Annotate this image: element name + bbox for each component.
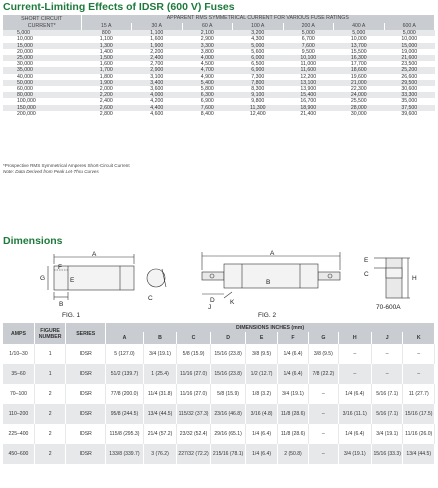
short-circuit-cell: 40,000 bbox=[3, 74, 81, 80]
fig1-letter-e: E bbox=[70, 277, 75, 284]
current-cell: 8,300 bbox=[233, 86, 284, 92]
dimension-cell: 5/16 (7.1) bbox=[372, 404, 403, 424]
current-cell: 1,400 bbox=[81, 49, 132, 55]
dimension-cell: – bbox=[403, 344, 435, 364]
current-cell: 6,300 bbox=[182, 92, 233, 98]
series-header: SERIES bbox=[66, 323, 106, 344]
dimension-cell: 2 (50.8) bbox=[277, 444, 308, 464]
dimension-cell: 1/8 (3.2) bbox=[246, 384, 277, 404]
current-cell: 16,300 bbox=[334, 55, 385, 61]
dimension-cell: – bbox=[309, 424, 338, 444]
current-cell: 1,600 bbox=[132, 36, 183, 42]
fig3-letter-e: E bbox=[364, 257, 369, 264]
current-cell: 3,300 bbox=[182, 43, 233, 49]
current-cell: 37,500 bbox=[384, 105, 435, 111]
series-cell: IDSR bbox=[66, 344, 106, 364]
current-cell: 5,000 bbox=[334, 30, 385, 36]
dimension-cell: 11/16 (26.0) bbox=[403, 424, 435, 444]
footnote-prospective: *Prospective RMS Symmetrical Amperes Short-Circuit Current bbox=[3, 163, 130, 168]
table-row bbox=[3, 384, 435, 404]
short-circuit-cell: 10,000 bbox=[3, 36, 81, 42]
dimension-cell: 1 (25.4) bbox=[143, 364, 177, 384]
dimension-cell: 5/8 (15.9) bbox=[210, 384, 246, 404]
short-circuit-header-line2: CURRENT* bbox=[27, 22, 56, 29]
figure-header-line2: NUMBER bbox=[38, 333, 62, 340]
fig3-letter-h: H bbox=[412, 275, 417, 282]
current-cell: 33,300 bbox=[384, 92, 435, 98]
dimensions-table-body bbox=[3, 344, 435, 464]
current-cell: 2,000 bbox=[81, 86, 132, 92]
short-circuit-cell: 30,000 bbox=[3, 61, 81, 67]
current-cell: 28,000 bbox=[334, 105, 385, 111]
current-cell: 12,200 bbox=[283, 74, 334, 80]
current-cell: 21,000 bbox=[334, 80, 385, 86]
current-cell: 13,900 bbox=[283, 86, 334, 92]
dimension-cell: 1/4 (6.4) bbox=[338, 424, 372, 444]
dimension-cell: 1/2 (12.7) bbox=[246, 364, 277, 384]
section-title-current-limiting: Current-Limiting Effects of IDSR (600 V) Fuses bbox=[3, 1, 235, 13]
current-cell: 30,000 bbox=[334, 111, 385, 117]
current-cell: 800 bbox=[81, 30, 132, 36]
current-cell: 6,000 bbox=[233, 55, 284, 61]
current-cell: 5,000 bbox=[384, 30, 435, 36]
fig1-letter-c: C bbox=[148, 295, 153, 302]
current-cell: 2,700 bbox=[132, 61, 183, 67]
dimension-cell: 21/4 (57.2) bbox=[143, 424, 177, 444]
current-cell: 11,000 bbox=[283, 61, 334, 67]
fig2-letter-k: K bbox=[230, 299, 235, 306]
current-cell: 1,300 bbox=[81, 43, 132, 49]
current-cell: 26,600 bbox=[384, 74, 435, 80]
short-circuit-cell: 60,000 bbox=[3, 86, 81, 92]
short-circuit-header bbox=[3, 15, 81, 30]
fig2-letter-j: J bbox=[208, 304, 212, 310]
apparent-current-header: APPARENT RMS SYMMETRICAL CURRENT FOR VARIOUS FUSE RATINGS bbox=[81, 15, 435, 23]
current-cell: 7,600 bbox=[182, 105, 233, 111]
dimensions-inches-header: DIMENSIONS INCHES (mm) bbox=[106, 323, 435, 332]
short-circuit-cell: 35,000 bbox=[3, 67, 81, 73]
current-cell: 3,400 bbox=[132, 80, 183, 86]
current-cell: 2,100 bbox=[182, 30, 233, 36]
current-cell: 8,400 bbox=[182, 111, 233, 117]
dimension-letter-header: E bbox=[246, 332, 277, 344]
dimension-cell: 11/8 (28.6) bbox=[277, 404, 308, 424]
dimension-cell: 11/16 (27.0) bbox=[177, 384, 211, 404]
current-cell: 35,000 bbox=[384, 98, 435, 104]
dimension-cell: 133/8 (339.7) bbox=[106, 444, 144, 464]
dimension-cell: 29/16 (65.1) bbox=[210, 424, 246, 444]
dimension-letter-header: G bbox=[309, 332, 338, 344]
current-cell: 2,800 bbox=[81, 111, 132, 117]
current-cell: 15,000 bbox=[384, 43, 435, 49]
amps-cell: 450–600 bbox=[3, 444, 34, 464]
dimension-cell: 15/16 (33.3) bbox=[372, 444, 403, 464]
current-cell: 13,700 bbox=[334, 43, 385, 49]
current-limiting-table-body bbox=[3, 30, 435, 117]
current-cell: 30,600 bbox=[384, 86, 435, 92]
dimension-cell: 3/16 (11.1) bbox=[338, 404, 372, 424]
short-circuit-cell: 20,000 bbox=[3, 49, 81, 55]
current-cell: 25,500 bbox=[334, 98, 385, 104]
dimension-cell: 15/16 (23.8) bbox=[210, 344, 246, 364]
dimension-cell: 3 (76.2) bbox=[143, 444, 177, 464]
dimension-cell: 115/32 (37.3) bbox=[177, 404, 211, 424]
rating-header: 60 A bbox=[182, 23, 233, 31]
current-cell: 7,300 bbox=[233, 74, 284, 80]
amps-cell: 1/10–30 bbox=[3, 344, 34, 364]
dimension-cell: 215/16 (78.1) bbox=[210, 444, 246, 464]
rating-header: 400 A bbox=[334, 23, 385, 31]
current-cell: 4,500 bbox=[182, 61, 233, 67]
current-cell: 3,100 bbox=[132, 74, 183, 80]
short-circuit-cell: 5,000 bbox=[3, 30, 81, 36]
dimension-cell: 3/4 (19.1) bbox=[277, 384, 308, 404]
dimension-cell: 77/8 (200.0) bbox=[106, 384, 144, 404]
footnote-data-note: Note: Data Derived from Peak Let-Thru Curves bbox=[3, 169, 99, 174]
current-cell: 4,900 bbox=[182, 74, 233, 80]
current-cell: 15,500 bbox=[334, 49, 385, 55]
current-cell: 2,200 bbox=[132, 49, 183, 55]
section-title-dimensions: Dimensions bbox=[3, 235, 63, 247]
dimension-cell: 7/8 (22.2) bbox=[309, 364, 338, 384]
current-cell: 4,600 bbox=[132, 111, 183, 117]
current-cell: 4,200 bbox=[132, 98, 183, 104]
rating-header: 15 A bbox=[81, 23, 132, 31]
current-cell: 4,400 bbox=[132, 105, 183, 111]
current-cell: 2,600 bbox=[81, 105, 132, 111]
dimension-cell: 1/4 (6.4) bbox=[246, 424, 277, 444]
fig3-letter-c: C bbox=[364, 271, 369, 278]
current-cell: 7,600 bbox=[283, 43, 334, 49]
current-cell: 5,400 bbox=[182, 80, 233, 86]
dimension-cell: – bbox=[309, 404, 338, 424]
dimension-letter-header: B bbox=[143, 332, 177, 344]
current-cell: 4,300 bbox=[233, 36, 284, 42]
current-cell: 1,800 bbox=[81, 74, 132, 80]
current-cell: 1,100 bbox=[81, 36, 132, 42]
rating-header: 100 A bbox=[233, 23, 284, 31]
table-row bbox=[3, 111, 435, 117]
current-cell: 10,000 bbox=[334, 36, 385, 42]
short-circuit-header-line1: SHORT CIRCUIT bbox=[21, 16, 63, 22]
dimension-letter-header: F bbox=[277, 332, 308, 344]
current-cell: 2,200 bbox=[81, 92, 132, 98]
table-row bbox=[3, 424, 435, 444]
current-cell: 24,000 bbox=[334, 92, 385, 98]
current-cell: 1,600 bbox=[81, 61, 132, 67]
current-cell: 19,000 bbox=[384, 49, 435, 55]
dimension-cell: – bbox=[338, 344, 372, 364]
current-cell: 1,900 bbox=[81, 80, 132, 86]
current-cell: 4,000 bbox=[182, 55, 233, 61]
current-cell: 5,000 bbox=[283, 30, 334, 36]
series-cell: IDSR bbox=[66, 384, 106, 404]
dimension-cell: 95/8 (244.5) bbox=[106, 404, 144, 424]
dimension-cell: 1/4 (6.4) bbox=[277, 344, 308, 364]
current-cell: 3,600 bbox=[132, 86, 183, 92]
dimension-cell: – bbox=[309, 444, 338, 464]
series-cell: IDSR bbox=[66, 404, 106, 424]
current-cell: 17,700 bbox=[334, 61, 385, 67]
dimension-cell: 115/8 (295.3) bbox=[106, 424, 144, 444]
current-cell: 22,300 bbox=[334, 86, 385, 92]
dimension-letter-header: K bbox=[403, 332, 435, 344]
current-cell: 9,800 bbox=[233, 98, 284, 104]
current-cell: 15,400 bbox=[283, 92, 334, 98]
current-cell: 11,600 bbox=[283, 67, 334, 73]
figure-cell: 2 bbox=[34, 444, 65, 464]
dimension-cell: 23/32 (52.4) bbox=[177, 424, 211, 444]
amps-cell: 110–200 bbox=[3, 404, 34, 424]
short-circuit-cell: 80,000 bbox=[3, 92, 81, 98]
current-cell: 6,500 bbox=[233, 61, 284, 67]
current-cell: 1,500 bbox=[81, 55, 132, 61]
current-cell: 4,700 bbox=[182, 67, 233, 73]
figure-header-line1: FIGURE bbox=[40, 327, 60, 334]
table-row bbox=[3, 404, 435, 424]
amps-cell: 225–400 bbox=[3, 424, 34, 444]
fig1-letter-g: G bbox=[40, 275, 46, 282]
dimension-cell: 15/16 (23.8) bbox=[210, 364, 246, 384]
series-cell: IDSR bbox=[66, 424, 106, 444]
short-circuit-cell: 200,000 bbox=[3, 111, 81, 117]
dimension-cell: 1/4 (6.4) bbox=[338, 384, 372, 404]
dimension-cell: – bbox=[403, 364, 435, 384]
dimension-cell: 3/4 (19.1) bbox=[372, 424, 403, 444]
current-cell: 18,600 bbox=[334, 67, 385, 73]
fig2-letter-d: D bbox=[210, 297, 215, 304]
dimension-cell: – bbox=[372, 344, 403, 364]
current-cell: 25,200 bbox=[384, 67, 435, 73]
figure-cell: 2 bbox=[34, 404, 65, 424]
dimension-letter-header: D bbox=[210, 332, 246, 344]
current-cell: 19,600 bbox=[334, 74, 385, 80]
current-cell: 1,700 bbox=[81, 67, 132, 73]
current-cell: 21,600 bbox=[384, 55, 435, 61]
dimension-letter-header: C bbox=[177, 332, 211, 344]
current-cell: 23,500 bbox=[384, 61, 435, 67]
fig1-letter-f: F bbox=[58, 264, 62, 271]
current-cell: 7,800 bbox=[233, 80, 284, 86]
fig1-label: FIG. 1 bbox=[62, 312, 81, 319]
rating-header: 30 A bbox=[132, 23, 183, 31]
short-circuit-cell: 150,000 bbox=[3, 105, 81, 111]
series-cell: IDSR bbox=[66, 364, 106, 384]
short-circuit-cell: 50,000 bbox=[3, 80, 81, 86]
dimension-cell: 1/4 (6.4) bbox=[277, 364, 308, 384]
current-cell: 6,700 bbox=[283, 36, 334, 42]
fig2-letter-b: B bbox=[266, 279, 271, 286]
current-cell: 2,900 bbox=[182, 36, 233, 42]
dimension-cell: 11 (27.7) bbox=[403, 384, 435, 404]
dimension-cell: – bbox=[338, 364, 372, 384]
short-circuit-cell: 25,000 bbox=[3, 55, 81, 61]
current-cell: 39,600 bbox=[384, 111, 435, 117]
dimension-cell: 1/4 (6.4) bbox=[246, 444, 277, 464]
dimension-cell: 5 (127.0) bbox=[106, 344, 144, 364]
figure-number-header bbox=[34, 323, 65, 344]
figure-cell: 2 bbox=[34, 384, 65, 404]
current-cell: 3,200 bbox=[233, 30, 284, 36]
figure-cell: 2 bbox=[34, 424, 65, 444]
fig1-fuse-diagram bbox=[20, 250, 170, 310]
dimension-cell: 5/16 (7.1) bbox=[372, 384, 403, 404]
current-cell: 6,900 bbox=[233, 67, 284, 73]
dimension-letter-header: A bbox=[106, 332, 144, 344]
dimension-cell: 3/4 (19.1) bbox=[143, 344, 177, 364]
dimension-cell: 3/4 (19.1) bbox=[338, 444, 372, 464]
dimensions-table bbox=[3, 323, 435, 464]
table-row bbox=[3, 444, 435, 464]
fig3-end-view-diagram bbox=[356, 250, 434, 302]
current-cell: 3,800 bbox=[182, 49, 233, 55]
dimension-cell: 15/16 (17.5) bbox=[403, 404, 435, 424]
dimension-letter-header: H bbox=[338, 332, 372, 344]
current-cell: 18,900 bbox=[283, 105, 334, 111]
figure-cell: 1 bbox=[34, 364, 65, 384]
current-cell: 16,700 bbox=[283, 98, 334, 104]
current-cell: 10,000 bbox=[384, 36, 435, 42]
current-cell: 5,800 bbox=[182, 86, 233, 92]
dimension-cell: 23/16 (46.8) bbox=[210, 404, 246, 424]
dimension-cell: – bbox=[309, 384, 338, 404]
dimension-cell: – bbox=[372, 364, 403, 384]
current-cell: 12,400 bbox=[233, 111, 284, 117]
short-circuit-cell: 15,000 bbox=[3, 43, 81, 49]
current-cell: 6,900 bbox=[182, 98, 233, 104]
fig3-label: 70-600A bbox=[376, 304, 401, 311]
dimension-letter-header: J bbox=[372, 332, 403, 344]
rating-header: 600 A bbox=[384, 23, 435, 31]
current-limiting-table bbox=[3, 15, 435, 117]
fig2-fuse-diagram bbox=[196, 248, 346, 310]
current-cell: 5,000 bbox=[233, 43, 284, 49]
current-cell: 2,900 bbox=[132, 67, 183, 73]
dimension-cell: 3/16 (4.8) bbox=[246, 404, 277, 424]
current-cell: 29,500 bbox=[384, 80, 435, 86]
amps-cell: 35–60 bbox=[3, 364, 34, 384]
series-cell: IDSR bbox=[66, 444, 106, 464]
current-cell: 11,300 bbox=[233, 105, 284, 111]
rating-header: 200 A bbox=[283, 23, 334, 31]
current-cell: 9,100 bbox=[233, 92, 284, 98]
short-circuit-cell: 100,000 bbox=[3, 98, 81, 104]
table-row bbox=[3, 364, 435, 384]
dimension-cell: 3/8 (9.5) bbox=[246, 344, 277, 364]
current-cell: 1,100 bbox=[132, 30, 183, 36]
current-cell: 2,400 bbox=[132, 55, 183, 61]
dimension-cell: 5/8 (15.9) bbox=[177, 344, 211, 364]
fig1-letter-a: A bbox=[92, 251, 97, 258]
dimension-cell: 11/16 (27.0) bbox=[177, 364, 211, 384]
current-cell: 10,100 bbox=[283, 55, 334, 61]
figure-cell: 1 bbox=[34, 344, 65, 364]
dimension-cell: 51/2 (139.7) bbox=[106, 364, 144, 384]
dimension-cell: 13/4 (44.5) bbox=[403, 444, 435, 464]
fig2-label: FIG. 2 bbox=[258, 312, 277, 319]
current-cell: 13,100 bbox=[283, 80, 334, 86]
dimension-cell: 3/8 (9.5) bbox=[309, 344, 338, 364]
current-cell: 2,400 bbox=[81, 98, 132, 104]
dimension-cell: 11/4 (31.8) bbox=[143, 384, 177, 404]
table-row bbox=[3, 344, 435, 364]
current-cell: 4,000 bbox=[132, 92, 183, 98]
dimension-cell: 11/8 (28.6) bbox=[277, 424, 308, 444]
amps-header: AMPS bbox=[3, 323, 34, 344]
dimension-cell: 227/32 (72.2) bbox=[177, 444, 211, 464]
current-cell: 9,500 bbox=[283, 49, 334, 55]
fig1-letter-b: B bbox=[59, 301, 64, 308]
fig2-letter-a: A bbox=[270, 250, 275, 257]
dimension-cell: 13/4 (44.5) bbox=[143, 404, 177, 424]
amps-cell: 70–100 bbox=[3, 384, 34, 404]
current-cell: 5,600 bbox=[233, 49, 284, 55]
current-cell: 21,400 bbox=[283, 111, 334, 117]
current-cell: 1,900 bbox=[132, 43, 183, 49]
